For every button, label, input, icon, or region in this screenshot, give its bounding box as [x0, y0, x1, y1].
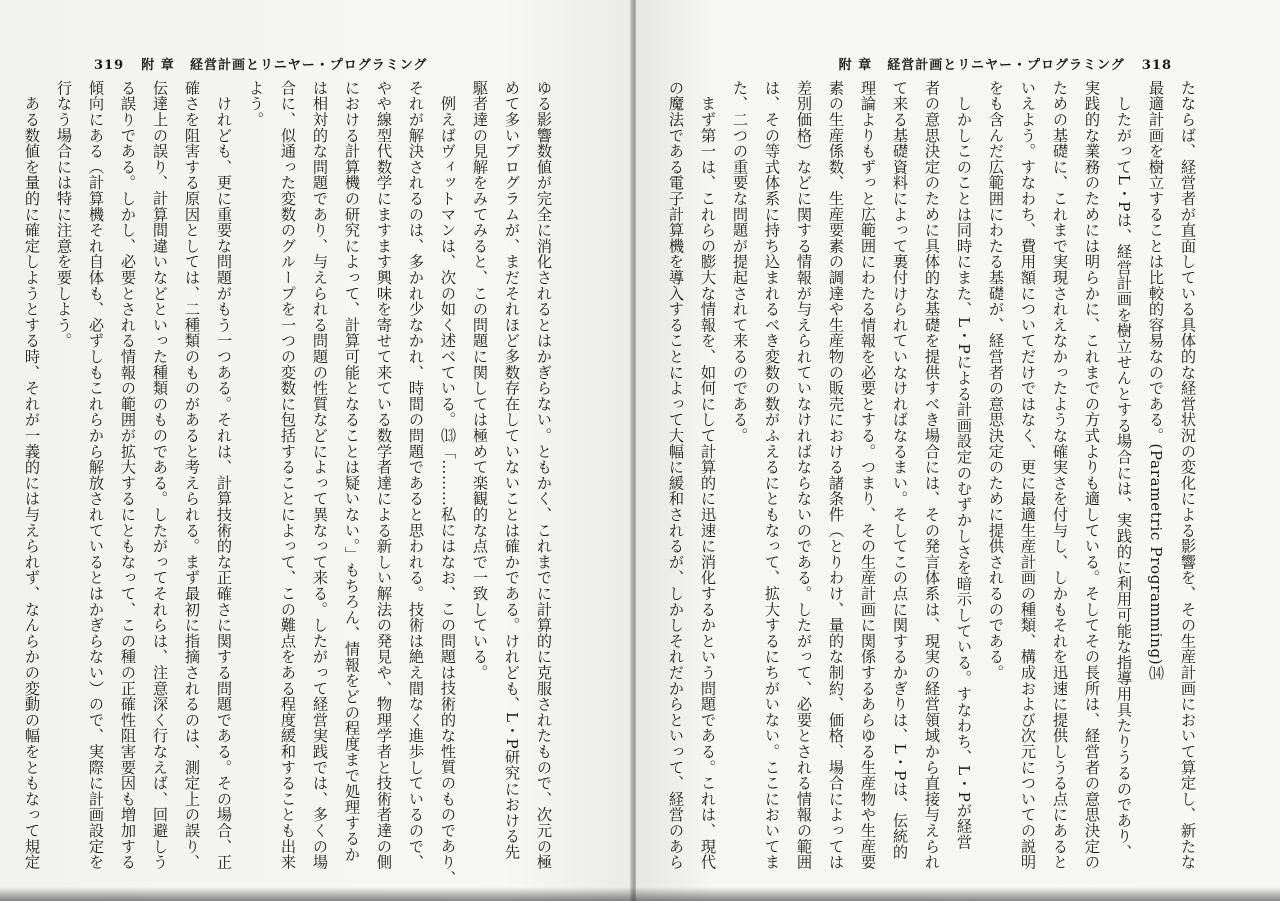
text-line: ゆる影響数値が完全に消化されるとはかぎらない。ともかく、これまでに計算的に克服されたもので、次元の極 — [535, 80, 553, 870]
text-line: 素の生産係数、生産要素の調達や生産物の販売における諸条件（とりわけ、量的な制約、価格、場合によっては — [827, 80, 845, 870]
text-line: をも含んだ広範囲にわたる基礎が、経営者の意思決定のために提供されるのである。 — [987, 80, 1005, 681]
text-line: の魔法である電子計算機を導入することによって大幅に緩和されるが、しかしそれだからといって、経営のあら — [667, 80, 685, 870]
left-chapter-label: 附 章 — [141, 58, 175, 73]
text-line: 理論よりもずっと広範囲にわたる情報を必要とする。つまり、その生産計画に関係するあらゆる生産物や生産要 — [859, 80, 877, 870]
text-line: ある数値を量的に確定しようとする時、それが一義的には与えられず、なんらかの変動の幅をともなって規定 — [23, 80, 41, 870]
text-line: 駆者達の見解をみてみると、この問題に関しては極めて楽観的な点で一致している。 — [471, 80, 489, 681]
text-line: 差別価格）などに関する情報が与えられていなければならないのである。したがって、必要とされる情報の範囲 — [795, 80, 813, 870]
text-line: た、二つの重要な問題が提起されて来るのである。 — [731, 80, 749, 444]
text-line: たならば、経営者が直面している具体的な経営状況の変化による影響を、その生産計画において算定し、新たな — [1179, 80, 1197, 870]
text-line: 合に、似通った変数のグループを一つの変数に包括することによって、この難点をある程度緩和することも出来 — [279, 80, 297, 870]
text-line: る誤りである。しかし、必要とされる情報の範囲が拡大するにともなって、この種の正確性阻害要因も増加する — [119, 80, 137, 870]
text-line: いえよう。すなわち、費用額についてだけではなく、更に最適生産計画の種類、構成および次元についての説明 — [1019, 80, 1037, 870]
text-line: 例えばヴィットマンは、次の如く述べている。⒀「………私にはなお、この問題は技術的な性質のものであり、 — [439, 80, 457, 886]
left-page-header — [82, 54, 427, 73]
text-line: めて多いプログラムが、まだそれほど多数存在していないことは確かである。けれども、L・P研究における先 — [503, 80, 521, 860]
text-line: て来る基礎資料によって裏付けられていなければなるまい。そしてこの点に関するかぎりは、L・Pは、伝統的 — [891, 80, 909, 860]
text-line: 最適計画を樹立することは比較的容易なのである。(Parametric Programming)⒁ — [1147, 80, 1165, 682]
text-line: 実践的な業務のためには明らかに、これまでの方式よりも適している。そしてその長所は、経営者の意思決定の — [1083, 80, 1101, 870]
right-running-title: 経営計画とリニヤー・プログラミング — [887, 58, 1125, 73]
text-line: 確さを阻害する原因としては、二種類のものがあると考えられる。まず最初に指摘されるのは、測定上の誤り、 — [183, 80, 201, 870]
right-chapter-label: 附 章 — [838, 58, 873, 73]
text-line: まず第一は、これらの膨大な情報を、如何にして計算的に迅速に消化するかという問題である。これは、現代 — [699, 80, 717, 870]
text-line: は相対的な問題であり、与えられる問題の性質などによって異なって来る。したがって経営実践では、多くの場 — [311, 80, 329, 870]
text-line: しかしこのことは同時にまた、L・Pによる計画設定のむずかしさを暗示している。すなわち、L・Pが経営 — [955, 80, 973, 850]
text-line: 傾向にある（計算機それ自体も、必ずしもこれらから解放されているとはかぎらない）ので、実際に計画設定を — [87, 80, 105, 870]
right-page-number: 318 — [1141, 58, 1172, 73]
text-line: 伝達上の誤り、計算間違いなどといった種類のものである。したがってそれらは、注意深く行なえば、回避しう — [151, 80, 169, 870]
left-running-title: 経営計画とリニヤー・プログラミング — [189, 58, 428, 73]
text-line: は、その等式体系に持ち込まれるべき変数の数がふえるにともなって、拡大するにちがいない。ここにおいてま — [763, 80, 781, 870]
text-line: したがってL・Pは、経営計画を樹立せんとする場合には、実践的に利用可能な指導用具たりうるのであり、 — [1115, 80, 1133, 860]
text-line: けれども、更に重要な問題がもう一つある。それは、計算技術的な正確さに関する問題である。その場合、正 — [215, 80, 233, 870]
left-page — [0, 0, 632, 901]
text-line: よう。 — [247, 80, 265, 128]
text-line: やや線型代数学にますます興味を寄せて来ている数学者達による新しい解法の発見や、物理学者と技術者達の側 — [375, 80, 393, 870]
text-line: ための基礎に、これまで実現されえなかったような確実さを付与し、しかもそれを迅速に提供しうる点にあると — [1051, 80, 1069, 870]
left-page-body — [23, 80, 560, 886]
page-bottom-shadow — [0, 887, 1280, 901]
text-line: 者の意思決定のために具体的な基礎を提供すべき場合には、その発言体系は、現実の経営領域から直接与えられ — [923, 80, 941, 870]
left-page-number: 319 — [94, 58, 125, 73]
text-line: における計算機の研究によって、計算可能となることは疑いない。」もちろん、情報をどの程度まで処理するか — [343, 80, 361, 863]
right-page-body — [667, 80, 1204, 870]
text-line: 行なう場合には特に注意を要しよう。 — [55, 80, 73, 349]
right-page-header — [839, 54, 1184, 73]
text-line: それが解決されるのは、多かれ少なかれ、時間の問題であると思われる。技術は絶え間なく進歩しているので、 — [407, 80, 425, 870]
right-page — [636, 0, 1280, 901]
